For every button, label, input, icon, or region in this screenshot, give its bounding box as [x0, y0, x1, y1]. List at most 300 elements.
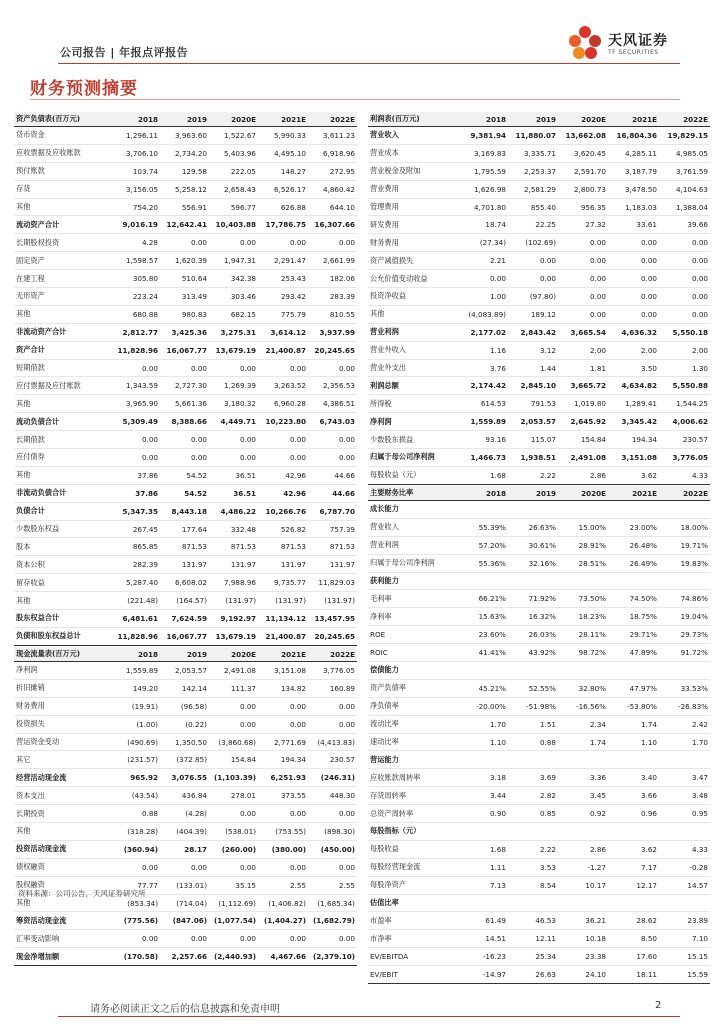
- table-row: [368, 305, 710, 323]
- row-label: 流动资产合计: [14, 216, 114, 234]
- cell-value: (847.06): [160, 912, 209, 930]
- cell-value: 614.53: [462, 395, 508, 413]
- cell-value: (0.22): [160, 715, 209, 733]
- cell-value: (260.00): [209, 840, 258, 858]
- cell-value: 757.39: [308, 520, 357, 538]
- cell-value: [508, 823, 558, 841]
- cell-value: 1,388.04: [659, 198, 710, 216]
- cell-value: 0.00: [508, 270, 558, 288]
- row-label: 总资产周转率: [368, 805, 462, 823]
- cell-value: 2.22: [508, 840, 558, 858]
- table-row: [368, 840, 710, 858]
- table-header-row: [14, 112, 357, 127]
- cell-value: 2,800.73: [558, 180, 608, 198]
- cell-value: 871.53: [308, 538, 357, 556]
- cell-value: 61.49: [462, 912, 508, 930]
- cell-value: 14.51: [462, 930, 508, 948]
- table-row: [14, 787, 357, 805]
- table-row: [368, 805, 710, 823]
- cell-value: 8.50: [608, 930, 659, 948]
- cell-value: 2,727.30: [160, 377, 209, 395]
- cell-value: 1,947.31: [209, 252, 258, 270]
- cell-value: 0.00: [114, 930, 160, 948]
- cell-value: 42.96: [258, 484, 308, 502]
- cell-value: 16,067.77: [160, 627, 209, 645]
- cell-value: 644.10: [308, 198, 357, 216]
- cell-value: 0.90: [462, 805, 508, 823]
- table-row: [14, 840, 357, 858]
- row-label: 财务费用: [14, 697, 114, 715]
- table-row: [14, 912, 357, 930]
- cell-value: [462, 823, 508, 841]
- cell-value: 37.86: [114, 466, 160, 484]
- table-row: [14, 144, 357, 162]
- cell-value: 6,743.03: [308, 413, 357, 431]
- cell-value: 57.20%: [462, 536, 508, 554]
- cell-value: 18.00%: [659, 518, 710, 536]
- cell-value: 332.48: [209, 520, 258, 538]
- row-label: 营业费用: [368, 180, 462, 198]
- cell-value: 3.62: [608, 466, 659, 484]
- cell-value: (380.00): [258, 840, 308, 858]
- cell-value: 0.85: [508, 805, 558, 823]
- cell-value: 9,192.97: [209, 610, 258, 628]
- cell-value: 3,187.79: [608, 162, 659, 180]
- cell-value: 4,634.82: [608, 377, 659, 395]
- cell-value: (1,406.82): [258, 894, 308, 912]
- year-column-header: 2021E: [258, 647, 308, 662]
- cell-value: 4,467.66: [258, 948, 308, 966]
- cell-value: 3,965.90: [114, 395, 160, 413]
- table-row: [368, 751, 710, 769]
- cell-value: 3.66: [608, 787, 659, 805]
- cell-value: 3.12: [508, 341, 558, 359]
- cell-value: 4,006.62: [659, 413, 710, 431]
- cell-value: (1,404.27): [258, 912, 308, 930]
- cell-value: 1.70: [659, 733, 710, 751]
- cell-value: 26.63%: [508, 518, 558, 536]
- row-label: 投资损失: [14, 715, 114, 733]
- cell-value: 2,491.08: [209, 662, 258, 680]
- cell-value: 54.52: [160, 484, 209, 502]
- cell-value: 0.00: [258, 431, 308, 449]
- cell-value: 45.21%: [462, 679, 508, 697]
- cell-value: 1,626.98: [462, 180, 508, 198]
- cell-value: -14.97: [462, 966, 508, 984]
- cell-value: [462, 501, 508, 519]
- row-label: 利润总额: [368, 377, 462, 395]
- cell-value: 134.82: [258, 679, 308, 697]
- cell-value: [608, 501, 659, 519]
- row-label: 筹资活动现金流: [14, 912, 114, 930]
- cell-value: 36.21: [558, 912, 608, 930]
- cell-value: 24.10: [558, 966, 608, 984]
- cell-value: (898.30): [308, 823, 357, 841]
- table-row: [368, 858, 710, 876]
- cell-value: 15.59: [659, 966, 710, 984]
- cell-value: 131.97: [308, 556, 357, 574]
- cell-value: 32.16%: [508, 554, 558, 572]
- cell-value: 3.36: [558, 769, 608, 787]
- cell-value: 3.44: [462, 787, 508, 805]
- cell-value: 54.52: [160, 466, 209, 484]
- cell-value: [659, 894, 710, 912]
- cell-value: 23.89: [659, 912, 710, 930]
- cell-value: 6,960.28: [258, 395, 308, 413]
- cell-value: 230.57: [308, 751, 357, 769]
- row-label: 应付票据及应付账款: [14, 377, 114, 395]
- cell-value: 3,963.60: [160, 127, 209, 145]
- cell-value: 1.11: [462, 858, 508, 876]
- cell-value: 4,285.11: [608, 144, 659, 162]
- year-column-header: 2018: [114, 647, 160, 662]
- brand-name: 天风证券: [608, 33, 668, 49]
- cell-value: [659, 823, 710, 841]
- year-column-header: 2018: [462, 112, 508, 127]
- cell-value: 3,776.05: [659, 449, 710, 467]
- table-row: [368, 466, 710, 484]
- cell-value: 1,343.59: [114, 377, 160, 395]
- cell-value: 871.53: [209, 538, 258, 556]
- table-row: [14, 288, 357, 306]
- table-row: [368, 912, 710, 930]
- cell-value: 0.00: [608, 234, 659, 252]
- cell-value: 980.83: [160, 305, 209, 323]
- cell-value: 16.32%: [508, 608, 558, 626]
- table-row: [368, 930, 710, 948]
- cell-value: 230.57: [659, 431, 710, 449]
- table-row: [14, 556, 357, 574]
- row-label: 财务费用: [368, 234, 462, 252]
- row-label: 营运能力: [368, 751, 462, 769]
- cell-value: 3,620.45: [558, 144, 608, 162]
- cell-value: 2,845.10: [508, 377, 558, 395]
- row-label: 存货周转率: [368, 787, 462, 805]
- cell-value: (246.31): [308, 769, 357, 787]
- cell-value: 3,425.36: [160, 323, 209, 341]
- year-column-header: 2019: [508, 486, 558, 501]
- table-row: [14, 502, 357, 520]
- cell-value: 0.00: [160, 234, 209, 252]
- cell-value: 2,053.57: [160, 662, 209, 680]
- cell-value: 4.28: [114, 234, 160, 252]
- cell-value: 8.54: [508, 876, 558, 894]
- cell-value: [462, 751, 508, 769]
- table-row: [14, 751, 357, 769]
- year-column-header: 2020E: [209, 112, 258, 127]
- cell-value: 2.21: [462, 252, 508, 270]
- table-row: [368, 216, 710, 234]
- cell-value: 29.73%: [659, 626, 710, 644]
- row-label: 预付账款: [14, 162, 114, 180]
- cell-value: 0.00: [308, 431, 357, 449]
- cell-value: [558, 894, 608, 912]
- cell-value: 129.58: [160, 162, 209, 180]
- cell-value: 0.00: [160, 930, 209, 948]
- cell-value: 2,053.57: [508, 413, 558, 431]
- table-row: [368, 590, 710, 608]
- row-label: 在建工程: [14, 270, 114, 288]
- row-label: 经营活动现金流: [14, 769, 114, 787]
- table-row: [368, 626, 710, 644]
- cell-value: 148.27: [258, 162, 308, 180]
- cell-value: 15.63%: [462, 608, 508, 626]
- cell-value: 4,701.80: [462, 198, 508, 216]
- year-column-header: 2019: [160, 112, 209, 127]
- cell-value: 0.00: [308, 234, 357, 252]
- year-column-header: 2019: [508, 112, 558, 127]
- year-column-header: 2022E: [659, 112, 710, 127]
- cell-value: 0.00: [508, 252, 558, 270]
- cell-value: 0.00: [308, 805, 357, 823]
- cell-value: 0.00: [209, 359, 258, 377]
- cell-value: (318.28): [114, 823, 160, 841]
- cell-value: (231.57): [114, 751, 160, 769]
- table-row: [14, 252, 357, 270]
- cell-value: 0.00: [608, 252, 659, 270]
- row-label: 归属于母公司净利润: [368, 449, 462, 467]
- cell-value: 0.00: [308, 359, 357, 377]
- cell-value: 305.80: [114, 270, 160, 288]
- cell-value: 4,386.51: [308, 395, 357, 413]
- cell-value: 1.70: [462, 715, 508, 733]
- balance-sheet-table: [14, 112, 357, 646]
- row-label: 汇率变动影响: [14, 930, 114, 948]
- cell-value: 1,350.50: [160, 733, 209, 751]
- cell-value: 1.00: [462, 288, 508, 306]
- year-column-header: 2018: [114, 112, 160, 127]
- row-label: 其他: [14, 823, 114, 841]
- table-row: [14, 484, 357, 502]
- row-label: 净利润: [14, 662, 114, 680]
- cell-value: -53.80%: [608, 697, 659, 715]
- cell-value: 28.11%: [558, 626, 608, 644]
- cell-value: 223.24: [114, 288, 160, 306]
- cell-value: 23.00%: [608, 518, 659, 536]
- row-label: 营业收入: [368, 127, 462, 145]
- cell-value: 2.86: [558, 466, 608, 484]
- row-label: 债权融资: [14, 858, 114, 876]
- cell-value: 15.00%: [558, 518, 608, 536]
- cell-value: 3,665.54: [558, 323, 608, 341]
- cell-value: [462, 572, 508, 590]
- cell-value: 556.91: [160, 198, 209, 216]
- cell-value: [558, 751, 608, 769]
- table-row: [14, 449, 357, 467]
- cell-value: 0.00: [558, 270, 608, 288]
- cell-value: 526.82: [258, 520, 308, 538]
- row-label: 营运资金变动: [14, 733, 114, 751]
- table-row: [368, 234, 710, 252]
- table-row: [368, 554, 710, 572]
- cell-value: 3,614.12: [258, 323, 308, 341]
- row-label: 固定资产: [14, 252, 114, 270]
- brand-flower-icon: [566, 24, 604, 62]
- cell-value: 28.62: [608, 912, 659, 930]
- year-column-header: 2022E: [659, 486, 710, 501]
- cell-value: 2,645.92: [558, 413, 608, 431]
- cell-value: 52.55%: [508, 679, 558, 697]
- row-label: 每股收益（元）: [368, 466, 462, 484]
- cell-value: 2,812.77: [114, 323, 160, 341]
- cell-value: 4,486.22: [209, 502, 258, 520]
- cell-value: 39.66: [659, 216, 710, 234]
- cell-value: 1.30: [659, 359, 710, 377]
- cell-value: 3.76: [462, 359, 508, 377]
- cell-value: 5,347.35: [114, 502, 160, 520]
- table-row: [368, 198, 710, 216]
- cell-value: 13,679.19: [209, 341, 258, 359]
- cell-value: 103.74: [114, 162, 160, 180]
- row-label: ROIC: [368, 644, 462, 662]
- row-label: 每股指标（元）: [368, 823, 462, 841]
- cell-value: 16,307.66: [308, 216, 357, 234]
- cell-value: 12.17: [608, 876, 659, 894]
- cell-value: 0.95: [659, 805, 710, 823]
- cell-value: [558, 823, 608, 841]
- cell-value: (360.94): [114, 840, 160, 858]
- table-row: [14, 270, 357, 288]
- table-row: [14, 715, 357, 733]
- cell-value: 93.16: [462, 431, 508, 449]
- table-row: [14, 679, 357, 697]
- cell-value: 1,296.11: [114, 127, 160, 145]
- table-row: [368, 894, 710, 912]
- cell-value: 2,843.42: [508, 323, 558, 341]
- cell-value: 33.61: [608, 216, 659, 234]
- cell-value: 4,636.32: [608, 323, 659, 341]
- cell-value: 18.23%: [558, 608, 608, 626]
- cell-value: (2,440.93): [209, 948, 258, 966]
- cell-value: 2.55: [258, 876, 308, 894]
- cell-value: 0.00: [209, 805, 258, 823]
- cell-value: 7.10: [659, 930, 710, 948]
- title-divider: [30, 99, 680, 100]
- cell-value: 1.81: [558, 359, 608, 377]
- row-label: 营业收入: [368, 518, 462, 536]
- cell-value: 855.40: [508, 198, 558, 216]
- cell-value: 7.17: [608, 858, 659, 876]
- cell-value: 1,559.89: [114, 662, 160, 680]
- cell-value: 253.43: [258, 270, 308, 288]
- table-row: [14, 574, 357, 592]
- cell-value: (1,685.34): [308, 894, 357, 912]
- table-title-header: 资产负债表(百万元): [14, 112, 114, 127]
- row-label: 应付债券: [14, 449, 114, 467]
- cell-value: (19.91): [114, 697, 160, 715]
- cell-value: (853.34): [114, 894, 160, 912]
- table-row: [14, 858, 357, 876]
- cell-value: 5,550.18: [659, 323, 710, 341]
- cell-value: 18.75%: [608, 608, 659, 626]
- cell-value: [608, 662, 659, 680]
- cell-value: [659, 501, 710, 519]
- table-row: [368, 180, 710, 198]
- cell-value: 0.00: [258, 715, 308, 733]
- cell-value: 1.10: [608, 733, 659, 751]
- row-label: 长期股权投资: [14, 234, 114, 252]
- cell-value: 0.00: [462, 270, 508, 288]
- table-row: [14, 610, 357, 628]
- cell-value: (2,379.10): [308, 948, 357, 966]
- row-label: ROE: [368, 626, 462, 644]
- cell-value: 3,180.32: [209, 395, 258, 413]
- cell-value: 18.74: [462, 216, 508, 234]
- cell-value: [558, 662, 608, 680]
- cell-value: 0.00: [258, 697, 308, 715]
- cell-value: 680.88: [114, 305, 160, 323]
- cell-value: 10.18: [558, 930, 608, 948]
- table-row: [14, 162, 357, 180]
- row-label: 其他: [368, 305, 462, 323]
- table-row: [368, 697, 710, 715]
- cell-value: 26.03%: [508, 626, 558, 644]
- cell-value: 0.00: [258, 805, 308, 823]
- cell-value: 43.92%: [508, 644, 558, 662]
- cell-value: 5,990.33: [258, 127, 308, 145]
- cell-value: 0.00: [608, 270, 659, 288]
- cell-value: 26.49%: [608, 554, 659, 572]
- cell-value: 6,251.93: [258, 769, 308, 787]
- cell-value: 3,937.99: [308, 323, 357, 341]
- cell-value: 11,829.03: [308, 574, 357, 592]
- cell-value: 871.53: [258, 538, 308, 556]
- cell-value: (164.57): [160, 592, 209, 610]
- row-label: 市盈率: [368, 912, 462, 930]
- row-label: 管理费用: [368, 198, 462, 216]
- table-row: [14, 805, 357, 823]
- cell-value: -26.83%: [659, 697, 710, 715]
- cell-value: 1.51: [508, 715, 558, 733]
- disclaimer-footer: 请务必阅读正文之后的信息披露和免责申明: [90, 1004, 280, 1015]
- cell-value: 9,381.94: [462, 127, 508, 145]
- table-row: [368, 787, 710, 805]
- row-label: 营业外支出: [368, 359, 462, 377]
- year-column-header: 2022E: [308, 112, 357, 127]
- cell-value: 10,403.88: [209, 216, 258, 234]
- cell-value: 1.10: [462, 733, 508, 751]
- table-row: [368, 252, 710, 270]
- row-label: 其它: [14, 751, 114, 769]
- cell-value: 222.05: [209, 162, 258, 180]
- cell-value: 28.17: [160, 840, 209, 858]
- cell-value: 0.00: [209, 449, 258, 467]
- cell-value: 8,443.18: [160, 502, 209, 520]
- row-label: EV/EBIT: [368, 966, 462, 984]
- cell-value: [608, 572, 659, 590]
- cell-value: 8,388.66: [160, 413, 209, 431]
- cell-value: (96.58): [160, 697, 209, 715]
- cell-value: 9,016.19: [114, 216, 160, 234]
- year-column-header: 2021E: [608, 112, 659, 127]
- row-label: 速动比率: [368, 733, 462, 751]
- row-label: 偿债能力: [368, 662, 462, 680]
- cell-value: 0.00: [160, 449, 209, 467]
- table-row: [14, 359, 357, 377]
- cell-value: 2.00: [558, 341, 608, 359]
- table-row: [14, 733, 357, 751]
- row-label: 存货: [14, 180, 114, 198]
- cell-value: 3,156.05: [114, 180, 160, 198]
- cell-value: 3.62: [608, 840, 659, 858]
- cell-value: 0.00: [308, 697, 357, 715]
- row-label: 应收账款周转率: [368, 769, 462, 787]
- cell-value: 55.36%: [462, 554, 508, 572]
- cell-value: (753.55): [258, 823, 308, 841]
- table-row: [368, 288, 710, 306]
- cell-value: 0.00: [258, 359, 308, 377]
- row-label: 短期借款: [14, 359, 114, 377]
